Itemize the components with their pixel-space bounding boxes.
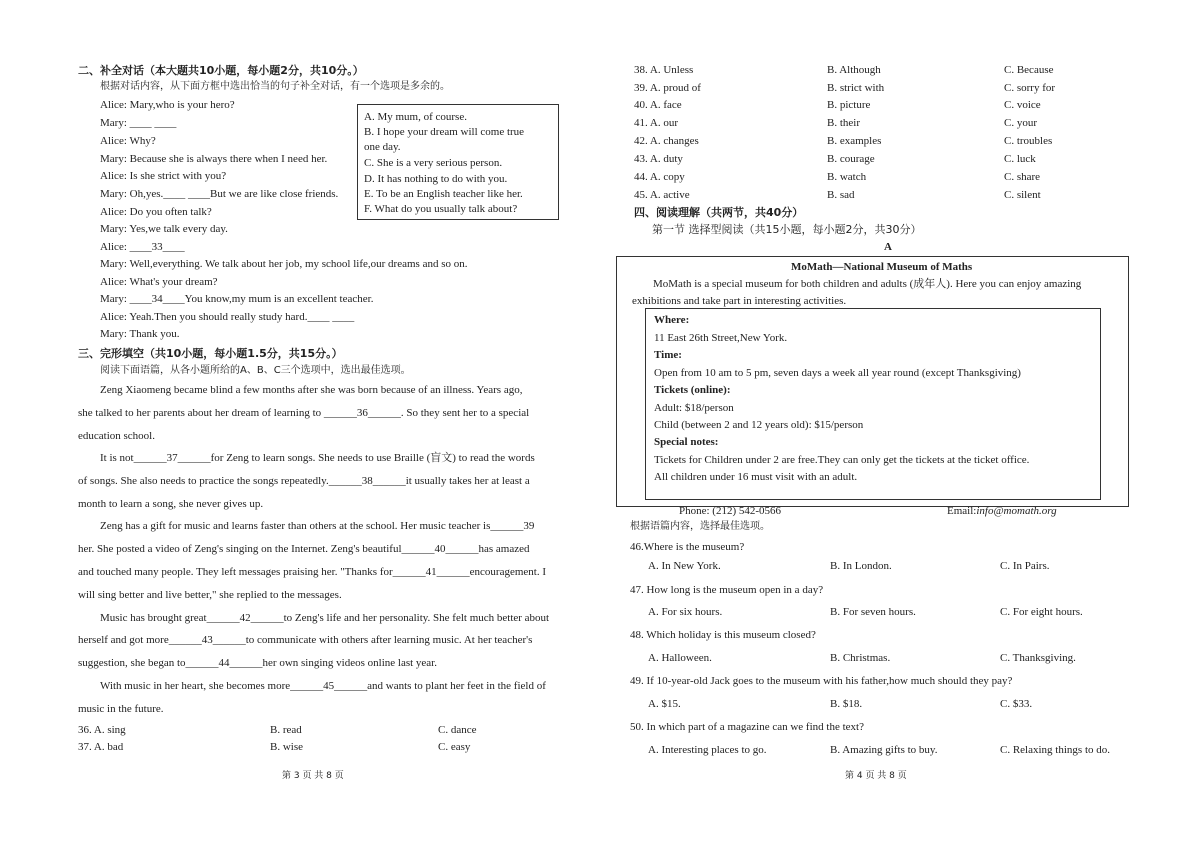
answer-c: C. Relaxing things to do. (1000, 744, 1110, 756)
choice-a: 44. A. copy (634, 171, 685, 183)
passage-line: It is not______37______for Zeng to learn songs. She needs to use Braille (盲文) to read the words (100, 452, 535, 464)
section2-instructions: 根据对话内容，从下面方框中选出恰当的句子补全对话，有一个选项是多余的。 (100, 81, 450, 92)
dialog-line: Mary: Oh,yes.____ ____But we are like close friends. (100, 188, 339, 200)
part-label: A (884, 241, 892, 253)
dialog-line: Mary: Yes,we talk every day. (100, 223, 228, 235)
tickets-label: Tickets (online): (654, 384, 731, 396)
choice-c: C. Because (1004, 64, 1054, 76)
answer-a: A. Halloween. (648, 652, 712, 664)
answer-c: C. Thanksgiving. (1000, 652, 1076, 664)
choice-c: C. sorry for (1004, 82, 1056, 94)
where-value: 11 East 26th Street,New York. (654, 332, 788, 344)
choice-c: C. voice (1004, 99, 1041, 111)
choice-b: B. strict with (827, 82, 885, 94)
question-stem: 48. Which holiday is this museum closed? (630, 629, 816, 641)
passage-line: will sing better and live better," she replied to the messages. (78, 589, 342, 601)
passage-line: she talked to her parents about her dream of learning to ______36______. So they sent her to a special (78, 407, 530, 419)
answer-b: B. $18. (830, 698, 863, 710)
passage-line: Zeng Xiaomeng became blind a few months after she was born because of an illness. Years ago, (100, 384, 523, 396)
choice-c: C. troubles (1004, 135, 1053, 147)
choice-b: B. Although (827, 64, 881, 76)
answer-b: B. For seven hours. (830, 606, 916, 618)
note-item: All children under 16 must visit with an adult. (654, 471, 858, 483)
answer-c: C. $33. (1000, 698, 1033, 710)
questions-instructions: 根据语篇内容，选择最佳选项。 (630, 521, 770, 532)
options-box (357, 104, 559, 220)
choice-c: C. share (1004, 171, 1041, 183)
passage-line: of songs. She also needs to practice the songs repeatedly.______38______it usually takes her at least a (78, 475, 530, 487)
ad-details-box (645, 308, 1101, 500)
choice-a: 37. A. bad (78, 741, 124, 753)
dialog-line: Alice: Yeah.Then you should really study hard.____ ____ (100, 311, 355, 323)
option-item: A. My mum, of course. (364, 111, 467, 123)
dialog-line: Mary: Well,everything. We talk about her job, my school life,our dreams and so on. (100, 258, 468, 270)
choice-c: C. luck (1004, 153, 1036, 165)
section2-title: 二、补全对话（本大题共10小题，每小题2分，共10分。） (78, 64, 364, 77)
ad-title: MoMath—National Museum of Maths (791, 261, 973, 273)
notes-label: Special notes: (654, 436, 719, 448)
ticket-child: Child (between 2 and 12 years old): $15/person (654, 419, 864, 431)
answer-b: B. Amazing gifts to buy. (830, 744, 938, 756)
answer-a: A. $15. (648, 698, 681, 710)
dialog-line: Alice: Mary,who is your hero? (100, 99, 235, 111)
ad-intro: exhibitions and take part in interesting activities. (632, 295, 847, 307)
option-item: F. What do you usually talk about? (364, 203, 518, 215)
passage-line: With music in her heart, she becomes more______45______and wants to plant her feet in the field of (100, 680, 546, 692)
passage-line: and touched many people. They left messages praising her. "Thanks for______41______encouragement. I (78, 566, 546, 578)
option-item: one day. (364, 141, 401, 153)
option-item: B. I hope your dream will come true (364, 126, 525, 138)
choice-b: B. read (270, 724, 302, 736)
question-stem: 46.Where is the museum? (630, 541, 745, 553)
passage-line: her. She posted a video of Zeng's singing on the Internet. Zeng's beautiful______40______has amazed (78, 543, 530, 555)
answer-c: C. In Pairs. (1000, 560, 1050, 572)
choice-a: 38. A. Unless (634, 64, 694, 76)
option-item: E. To be an English teacher like her. (364, 188, 523, 200)
choice-c: C. silent (1004, 189, 1041, 201)
answer-c: C. For eight hours. (1000, 606, 1083, 618)
passage-line: month to learn a song, she never gives up. (78, 498, 264, 510)
section4-subtitle: 第一节 选择型阅读（共15小题，每小题2分，共30分） (652, 223, 922, 236)
choice-a: 36. A. sing (78, 724, 126, 736)
choice-c: C. easy (438, 741, 471, 753)
choice-a: 40. A. face (634, 99, 682, 111)
passage-line: Music has brought great______42______to Zeng's life and her personality. She felt much better about (100, 612, 550, 624)
dialog-line: Alice: Is she strict with you? (100, 170, 227, 182)
answer-a: A. In New York. (648, 560, 721, 572)
ticket-adult: Adult: $18/person (654, 402, 734, 414)
choice-a: 41. A. our (634, 117, 678, 129)
page-footer: 第 3 页 共 8 页 (282, 771, 344, 781)
dialog-line: Mary: ____34____You know,my mum is an excellent teacher. (100, 293, 374, 305)
choice-b: B. sad (827, 189, 855, 201)
time-value: Open from 10 am to 5 pm, seven days a week all year round (except Thanksgiving) (654, 367, 1021, 379)
choice-b: B. watch (827, 171, 867, 183)
passage-line: education school. (78, 430, 155, 442)
ad-intro: MoMath is a special museum for both children and adults (成年人). Here you can enjoy amazing (653, 278, 1082, 290)
answer-a: A. For six hours. (648, 606, 723, 618)
choice-b: B. courage (827, 153, 875, 165)
passage-line: Zeng has a gift for music and learns faster than others at the school. Her music teacher is______39 (100, 520, 535, 532)
choice-a: 42. A. changes (634, 135, 699, 147)
question-stem: 49. If 10-year-old Jack goes to the museum with his father,how much should they pay? (630, 675, 1013, 687)
dialog-line: Mary: Thank you. (100, 328, 180, 340)
time-label: Time: (654, 349, 682, 361)
ad-email: Email:info@momath.org (947, 505, 1057, 517)
question-stem: 47. How long is the museum open in a day? (630, 584, 824, 596)
choice-a: 45. A. active (634, 189, 690, 201)
option-item: C. She is a very serious person. (364, 157, 503, 169)
note-item: Tickets for Children under 2 are free.They can only get the tickets at the ticket office. (654, 454, 1030, 466)
choice-b: B. examples (827, 135, 882, 147)
ad-phone: Phone: (212) 542-0566 (679, 505, 782, 517)
dialog-line: Mary: Because she is always there when I need her. (100, 153, 328, 165)
choice-c: C. dance (438, 724, 477, 736)
answer-b: B. Christmas. (830, 652, 891, 664)
dialog-line: Alice: Do you often talk? (100, 206, 212, 218)
dialog-line: Mary: ____ ____ (100, 117, 177, 129)
choice-b: B. picture (827, 99, 871, 111)
passage-line: music in the future. (78, 703, 164, 715)
dialog-line: Alice: ____33____ (100, 241, 185, 253)
passage-line: herself and got more______43______to communicate with others after learning music. At her teacher's (78, 634, 533, 646)
where-label: Where: (654, 314, 690, 326)
dialog-line: Alice: What's your dream? (100, 276, 218, 288)
section4-title: 四、阅读理解（共两节，共40分） (634, 206, 804, 219)
section3-instructions: 阅读下面语篇，从各小题所给的A、B、C三个选项中，选出最佳选项。 (100, 365, 411, 376)
choice-a: 39. A. proud of (634, 82, 701, 94)
museum-ad (616, 256, 1129, 517)
choice-b: B. their (827, 117, 860, 129)
section3-title: 三、完形填空（共10小题，每小题1.5分，共15分。） (78, 347, 343, 360)
choice-b: B. wise (270, 741, 303, 753)
question-stem: 50. In which part of a magazine can we find the text? (630, 721, 864, 733)
passage-line: suggestion, she began to______44______her own singing videos online last year. (78, 657, 437, 669)
choice-c: C. your (1004, 117, 1037, 129)
option-item: D. It has nothing to do with you. (364, 173, 508, 185)
choice-a: 43. A. duty (634, 153, 683, 165)
page-footer: 第 4 页 共 8 页 (845, 771, 907, 781)
answer-a: A. Interesting places to go. (648, 744, 767, 756)
answer-b: B. In London. (830, 560, 892, 572)
dialog-line: Alice: Why? (100, 135, 156, 147)
